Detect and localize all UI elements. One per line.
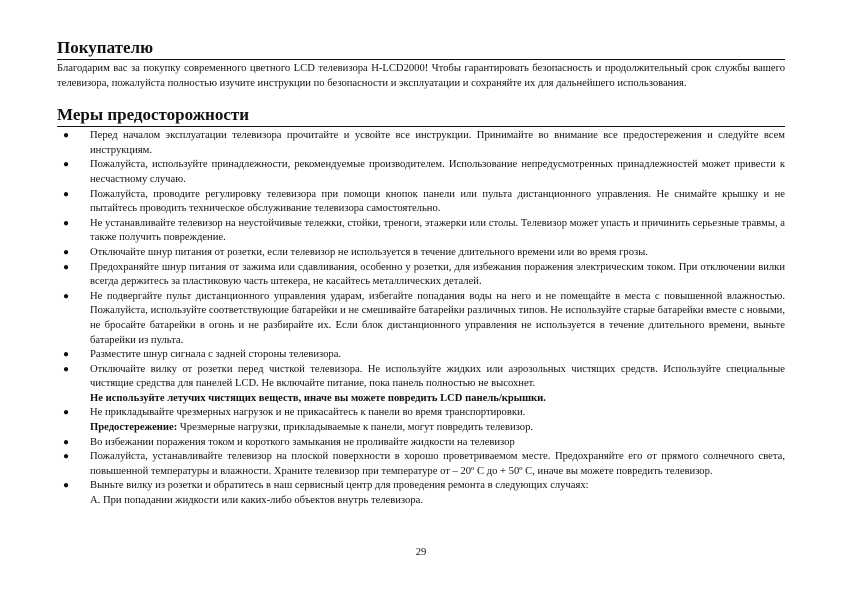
- sub-item: А. При попадании жидкости или каких-либо объектов внутрь телевизора.: [90, 495, 423, 507]
- bullet-icon: ●: [63, 217, 70, 229]
- caution-label: Предостережение:: [90, 422, 178, 434]
- bullet-icon: ●: [63, 480, 70, 492]
- list-item: ● Пожалуйста, устанавливайте телевизор на плоской поверхности в хорошо проветриваемом месте. Предохраняйте его от прямого солнечного света, повышенной температуры и влажности. Храните телевизор при температуре от – 20º С до + 50º С, иначе вы можете повредить телевизор.: [63, 451, 785, 477]
- precautions-rule: [57, 126, 785, 127]
- list-item: ● Отключайте вилку от розетки перед чисткой телевизора. Не используйте жидких или аэрозольных чистящих средств. Используйте специальные чистящие средства для панелей LCD. Не включайте питание, пока панель полностью не высохнет. Не используйте летучих чистящих веществ, иначе вы можете повредить LCD панель/крышки.: [63, 363, 785, 404]
- page-number: 29: [415, 547, 427, 558]
- precautions-list: [57, 129, 785, 508]
- bullet-icon: ●: [63, 349, 70, 361]
- list-item: ● Пожалуйста, проводите регулировку телевизора при помощи кнопок панели или пульта дистанционного управления. Не снимайте крышку и не пытайтесь проводить техническое обслуживание телевизора самостоятельно.: [63, 188, 785, 215]
- bullet-icon: ●: [63, 363, 70, 375]
- list-item: ● Разместите шнур сигнала с задней стороны телевизора.: [57, 348, 785, 363]
- list-item: ● Пожалуйста, используйте принадлежности, рекомендуемые производителем. Использование непредусмотренных принадлежностей может привести к несчастному случаю.: [63, 159, 785, 185]
- bullet-icon: ●: [63, 246, 70, 258]
- bullet-icon: ●: [63, 407, 70, 419]
- bullet-icon: ●: [63, 451, 70, 463]
- list-item: ● Во избежании поражения током и короткого замыкания не проливайте жидкости на телевизор: [57, 436, 785, 451]
- document-page: [57, 38, 785, 509]
- bullet-icon: ●: [63, 130, 70, 142]
- bold-warning: Не используйте летучих чистящих веществ, иначе вы можете повредить LCD панель/крышки.: [90, 392, 546, 404]
- bullet-icon: ●: [63, 290, 70, 302]
- intro-paragraph: Благодарим вас за покупку современного цветного LCD телевизора H-LCD2000! Чтобы гарантировать безопасность и продолжительный срок службы вашего телевизора, пожалуйста полностью изучите инструкции по безопасности и эксплуатации и сохраняйте их для дальнейшего использования.: [57, 63, 785, 89]
- section-title-precautions: Меры предосторожности: [57, 105, 250, 125]
- title-rule: [57, 59, 785, 60]
- bullet-icon: ●: [63, 188, 70, 200]
- bullet-icon: ●: [63, 436, 70, 448]
- list-item: ● Перед началом эксплуатации телевизора прочитайте и усвойте все инструкции. Принимайте во внимание все предостережения и следуйте всем инструкциям.: [63, 130, 785, 156]
- bullet-icon: ●: [63, 261, 70, 273]
- section-title-buyer: Покупателю: [57, 38, 154, 57]
- list-item: ● Отключайте шнур питания от розетки, если телевизор не используется в течение длительного времени или во время грозы.: [57, 246, 785, 261]
- list-item: ● Предохраняйте шнур питания от зажима или сдавливания, особенно у розетки, для избежания поражения электрическим током. При отключении вилки всегда держитесь за пластиковую часть штекера, не касайтесь металлических деталей.: [63, 261, 785, 288]
- list-item: ● Не прикладывайте чрезмерных нагрузок и не прикасайтесь к панели во время транспортировки. Предостережение: Чрезмерные нагрузки, прикладываемые к панели, могут повредить телевизор.: [63, 407, 534, 434]
- list-item: ● Выньте вилку из розетки и обратитесь в наш сервисный центр для проведения ремонта в следующих случаях: А. При попадании жидкости или каких-либо объектов внутрь телевизора.: [63, 480, 589, 507]
- list-item: ● Не подвергайте пульт дистанционного управления ударам, избегайте попадания воды на него и не помещайте в места с повышенной влажностью. Пожалуйста, используйте соответствующие батарейки и не смешивайте батарейки различных типов. Не используйте старые батарейки вместе с новыми, не бросайте батарейки в огонь и не разбирайте их. Если блок дистанционного управления не используется в течение длительного времени, выньте батарейки из пульта.: [63, 290, 785, 346]
- bullet-icon: ●: [63, 159, 70, 171]
- list-item: ● Не устанавливайте телевизор на неустойчивые тележки, стойки, треноги, этажерки или столы. Телевизор может упасть и причинить серьезные травмы, а также получить повреждение.: [63, 217, 785, 244]
